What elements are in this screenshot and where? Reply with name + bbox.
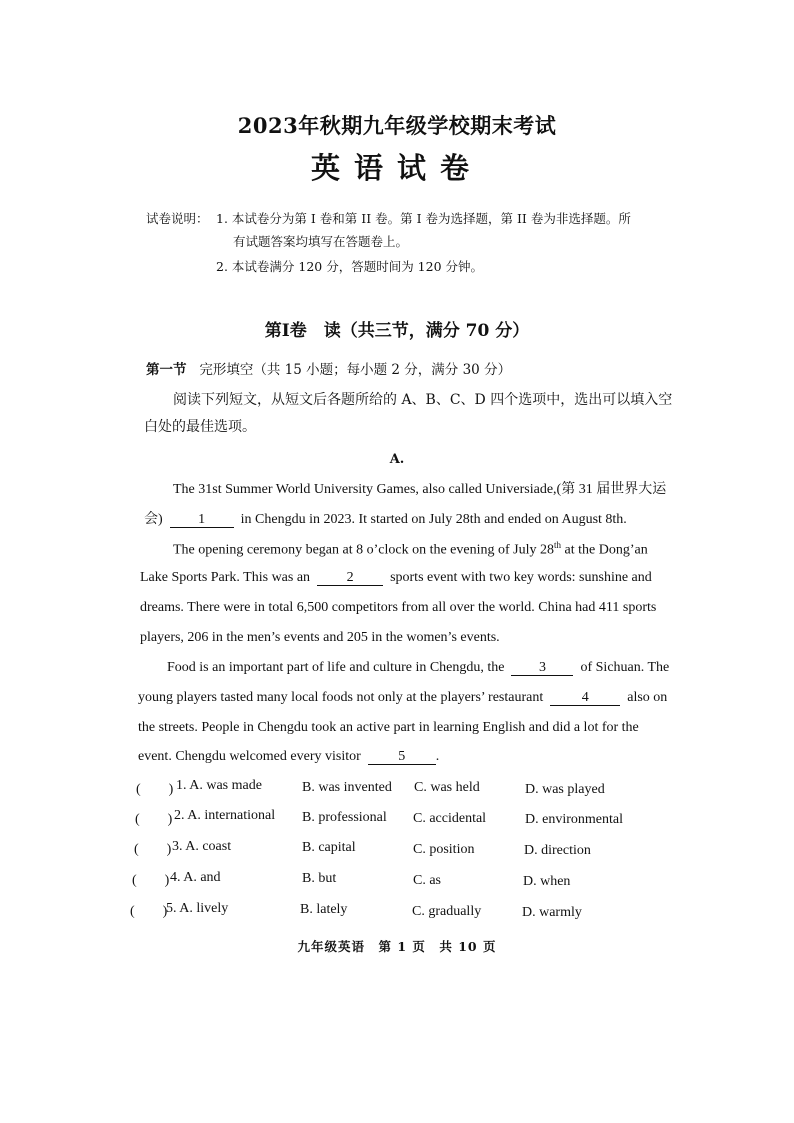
question-1-option-d: D. was played bbox=[525, 782, 605, 797]
question-5-paren: ( ) bbox=[130, 904, 168, 919]
passage-text: in Chengdu in 2023. It started on July 28th and ended on August 8th. bbox=[240, 512, 627, 527]
section1-label: 第一节 bbox=[146, 362, 187, 378]
instructions-line1-cont: 有试题答案均填写在答题卷上。 bbox=[233, 234, 409, 249]
question-1-option-c: C. was held bbox=[414, 780, 480, 795]
section1-desc: 完形填空（共 15 小题；每小题 2 分，满分 30 分） bbox=[199, 362, 512, 378]
directions-line2: 白处的最佳选项。 bbox=[144, 419, 256, 435]
question-2-option-d: D. environmental bbox=[525, 812, 623, 827]
question-2-option-c: C. accidental bbox=[413, 811, 487, 826]
passage-line-3 bbox=[173, 540, 648, 559]
blank-5: 5 bbox=[368, 749, 436, 765]
question-5-option-d: D. warmly bbox=[522, 905, 582, 920]
passage-line-8 bbox=[138, 690, 667, 706]
blank-1: 1 bbox=[170, 512, 234, 528]
passage-line-1: The 31st Summer World University Games, also called Universiade,(第 31 届世界大运 bbox=[173, 482, 667, 497]
passage-line-9: the streets. People in Chengdu took an active part in learning English and did a lot for the bbox=[138, 720, 639, 735]
question-3-option-b: B. capital bbox=[302, 840, 356, 855]
passage-line-4 bbox=[140, 570, 652, 586]
question-4-option-b: B. but bbox=[302, 871, 337, 886]
question-1-option-b: B. was invented bbox=[302, 780, 392, 795]
question-2-option-b: B. professional bbox=[302, 810, 387, 825]
section1-heading bbox=[146, 358, 511, 378]
question-3-option-c: C. position bbox=[413, 842, 475, 857]
passage-text: event. Chengdu welcomed every visitor bbox=[138, 749, 361, 764]
question-4-option-d: D. when bbox=[523, 874, 571, 889]
question-3-option-a: 3. A. coast bbox=[172, 839, 232, 854]
passage-text: of Sichuan. The bbox=[580, 660, 670, 675]
question-3-paren: ( ) bbox=[134, 842, 172, 857]
blank-3: 3 bbox=[511, 660, 573, 676]
question-1-option-a: 1. A. was made bbox=[176, 778, 262, 793]
page-footer: 九年级英语 第 1 页 共 10 页 bbox=[297, 939, 497, 954]
question-4-option-a: 4. A. and bbox=[170, 870, 221, 885]
subject-title: 英语试卷 bbox=[310, 151, 483, 185]
part1-title: 第I卷 读（共三节，满分 70 分） bbox=[264, 321, 530, 341]
question-4-option-c: C. as bbox=[413, 873, 441, 888]
question-5-option-c: C. gradually bbox=[412, 904, 482, 919]
passage-line-6: players, 206 in the men’s events and 205 in the women’s events. bbox=[140, 630, 500, 645]
passage-text: sports event with two key words: sunshine and bbox=[390, 570, 652, 585]
passage-text: also on bbox=[627, 690, 668, 705]
directions-line1: 阅读下列短文，从短文后各题所给的 A、B、C、D 四个选项中，选出可以填入空 bbox=[173, 392, 673, 408]
question-4-paren: ( ) bbox=[132, 873, 170, 888]
passage-text: The opening ceremony began at 8 o’clock on the evening of July 28 bbox=[173, 542, 554, 558]
blank-4: 4 bbox=[550, 690, 620, 706]
passage-text: at the Dong’an bbox=[564, 542, 648, 558]
blank-2: 2 bbox=[317, 570, 383, 586]
question-1-paren: ( ) bbox=[136, 782, 174, 797]
question-5-option-b: B. lately bbox=[300, 902, 348, 917]
passage-text: young players tasted many local foods not only at the players’ restaurant bbox=[138, 690, 544, 705]
passage-line-7 bbox=[167, 660, 669, 676]
instructions-line1: 1. 本试卷分为第 I 卷和第 II 卷。第 I 卷为选择题，第 II 卷为非选择题。所 bbox=[216, 211, 631, 226]
passage-text: Lake Sports Park. This was an bbox=[140, 570, 311, 585]
passage-text: Food is an important part of life and culture in Chengdu, the bbox=[167, 660, 505, 675]
question-3-option-d: D. direction bbox=[524, 843, 591, 858]
passage-text: 会) bbox=[144, 512, 163, 527]
instructions-label: 试卷说明： bbox=[146, 211, 209, 226]
question-5-option-a: 5. A. lively bbox=[166, 901, 229, 916]
passage-text: . bbox=[435, 749, 440, 764]
question-2-paren: ( ) bbox=[135, 812, 173, 827]
passage-label: A. bbox=[389, 452, 405, 467]
instructions-line2: 2. 本试卷满分 120 分，答题时间为 120 分钟。 bbox=[216, 259, 484, 274]
passage-line-2 bbox=[144, 508, 627, 528]
superscript-th: th bbox=[554, 540, 562, 550]
passage-line-10 bbox=[138, 749, 439, 765]
passage-line-5: dreams. There were in total 6,500 competitors from all over the world. China had 411 sports bbox=[140, 600, 657, 615]
exam-title: 2023年秋期九年级学校期末考试 bbox=[237, 113, 557, 138]
question-2-option-a: 2. A. international bbox=[174, 808, 276, 823]
